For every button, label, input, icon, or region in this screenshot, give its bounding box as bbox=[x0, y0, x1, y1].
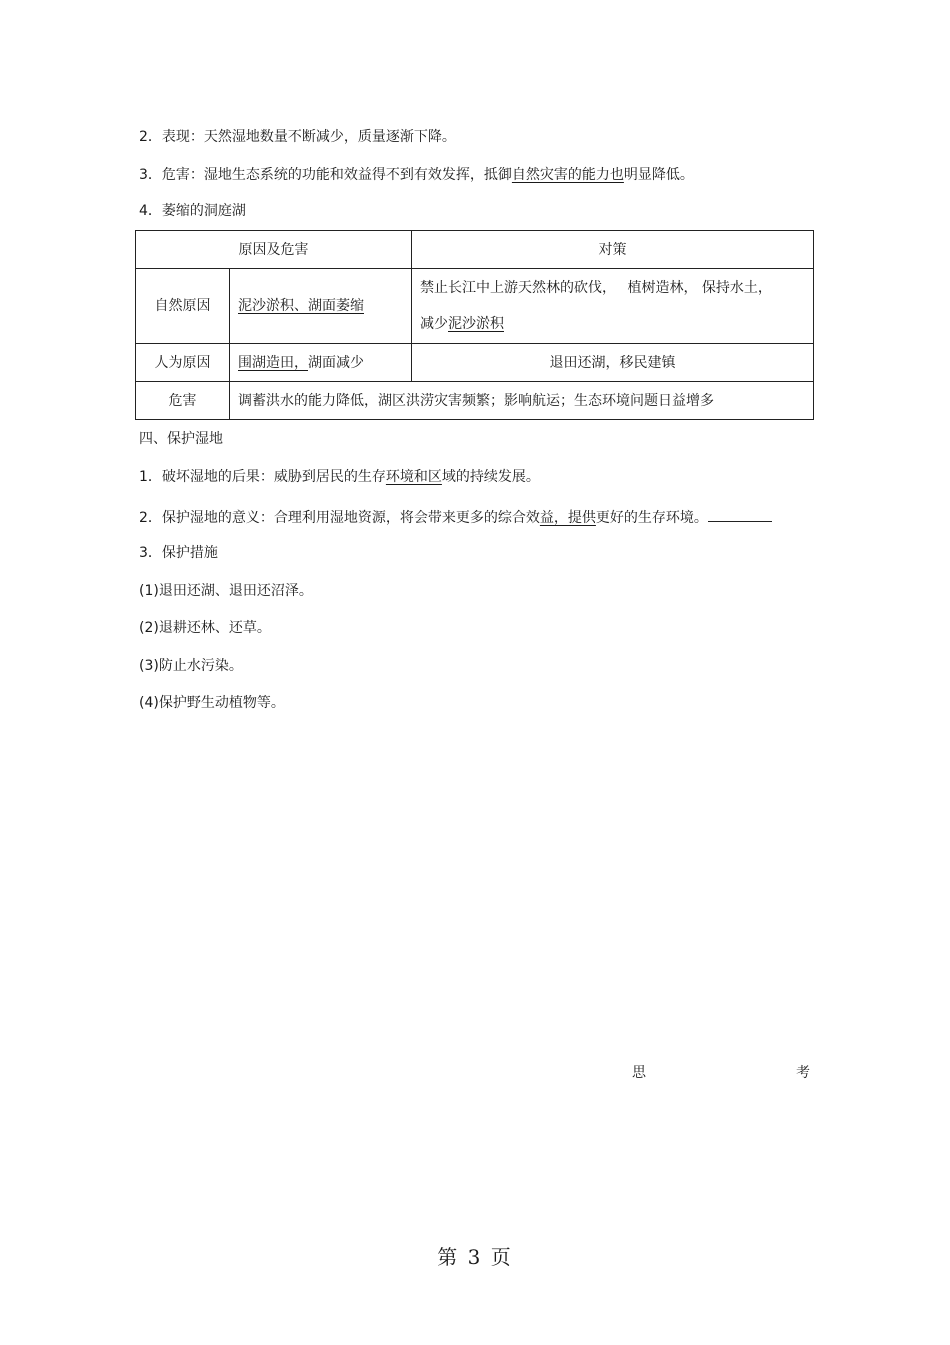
harm-description: 调蓄洪水的能力降低，湖区洪涝灾害频繁；影响航运；生态环境问题日益增多 bbox=[230, 382, 814, 420]
section-heading-protect: 四、保护湿地 bbox=[139, 431, 223, 447]
table-row bbox=[136, 269, 814, 344]
harm-text-c: 明显降低。 bbox=[623, 167, 694, 183]
natural-cause-text: 泥沙淤积、湖面萎缩 bbox=[238, 298, 364, 314]
significance-underlined: 益，提供 bbox=[539, 510, 596, 526]
table-row bbox=[136, 344, 814, 382]
natural-cause bbox=[230, 269, 412, 344]
page-number: 第 3 页 bbox=[437, 1245, 513, 1269]
harm-text-a: 3．危害：湿地生态系统的功能和效益得不到有效发挥，抵御 bbox=[139, 167, 512, 183]
header-cause-harm: 原因及危害 bbox=[136, 231, 412, 269]
paragraph-measures-heading: 3．保护措施 bbox=[139, 545, 218, 561]
natural-measure-line2 bbox=[420, 306, 805, 342]
consequences-a: 1．破坏湿地的后果：威胁到居民的生存 bbox=[139, 469, 386, 485]
significance-a: 2．保护湿地的意义：合理利用湿地资源，将会带来更多的综合效 bbox=[139, 510, 540, 526]
row-label-human: 人为原因 bbox=[136, 344, 230, 382]
measure-item-2: (2)退耕还林、还草。 bbox=[139, 620, 271, 636]
natural-measure bbox=[412, 269, 814, 344]
row-label-harm: 危害 bbox=[136, 382, 230, 420]
harm-text-underlined: 自然灾害的能力也 bbox=[511, 167, 624, 183]
paragraph-harm bbox=[139, 165, 694, 185]
human-cause-b: 湖面减少 bbox=[308, 354, 364, 371]
thinking-left-char: 思 bbox=[632, 1065, 646, 1081]
table-header-row bbox=[136, 231, 814, 269]
thinking-right-char: 考 bbox=[796, 1065, 810, 1081]
human-measure: 退田还湖，移民建镇 bbox=[412, 344, 814, 382]
consequences-c: 域的持续发展。 bbox=[441, 469, 540, 485]
paragraph-significance bbox=[139, 506, 772, 528]
human-cause bbox=[230, 344, 412, 382]
natural-measure-line1: 禁止长江中上游天然林的砍伐， 植树造林， 保持水土， bbox=[420, 280, 772, 296]
human-cause-a: 围湖造田， bbox=[238, 354, 308, 371]
paragraph-consequences bbox=[139, 467, 540, 487]
table-row bbox=[136, 382, 814, 420]
natural-measure-line2-a: 减少 bbox=[420, 316, 448, 332]
significance-c: 更好的生存环境。 bbox=[595, 510, 708, 526]
natural-measure-line2-b: 泥沙淤积 bbox=[448, 316, 504, 332]
measure-item-4: (4)保护野生动植物等。 bbox=[139, 695, 285, 711]
row-label-natural: 自然原因 bbox=[136, 269, 230, 344]
consequences-underlined: 环境和区 bbox=[385, 469, 442, 485]
dongting-lake-table bbox=[135, 230, 814, 420]
fill-blank bbox=[708, 506, 772, 522]
measure-item-1: (1)退田还湖、退田还沼泽。 bbox=[139, 583, 313, 599]
paragraph-dongting-heading: 4．萎缩的洞庭湖 bbox=[139, 203, 246, 219]
header-measures: 对策 bbox=[412, 231, 814, 269]
measure-item-3: (3)防止水污染。 bbox=[139, 658, 243, 674]
paragraph-performance: 2．表现：天然湿地数量不断减少，质量逐渐下降。 bbox=[139, 129, 456, 145]
